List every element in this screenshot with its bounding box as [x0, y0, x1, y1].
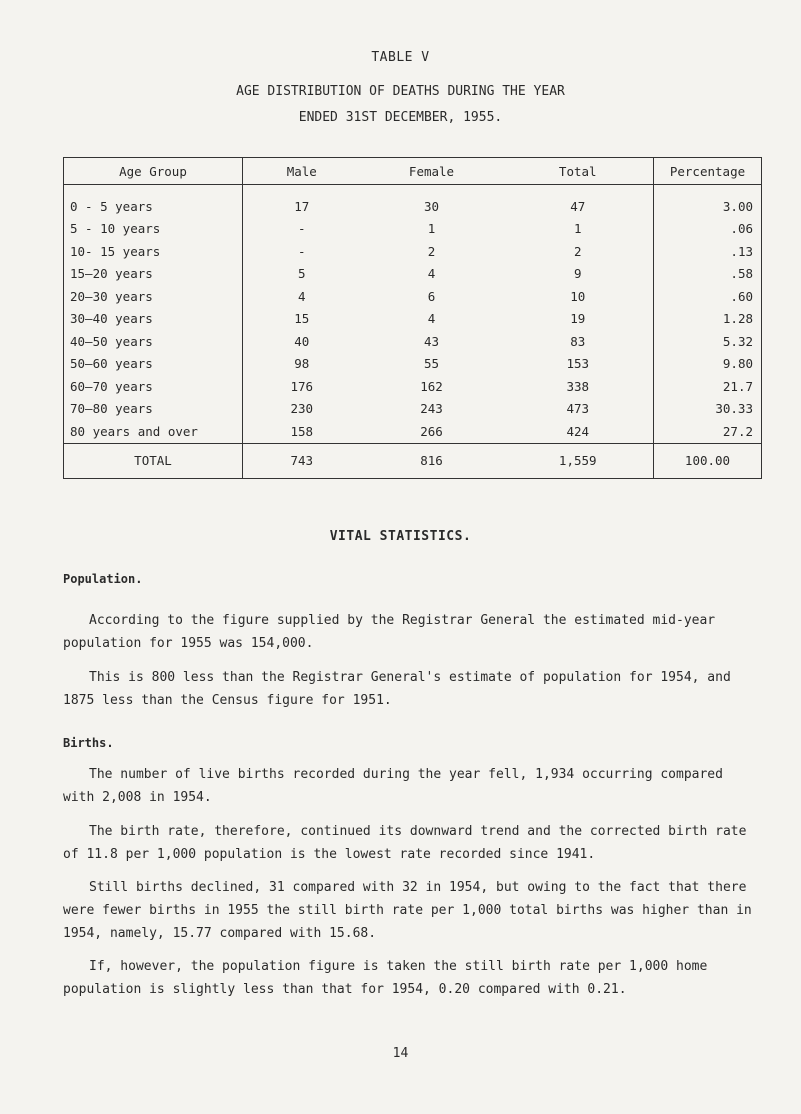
table-row — [64, 195, 762, 218]
table-total-row — [64, 443, 762, 478]
cell-total: 473 — [566, 401, 590, 417]
cell-male: 5 — [243, 263, 361, 286]
cell-age-group: 60—70 years — [64, 375, 243, 398]
cell-total: 1 — [573, 221, 582, 237]
cell-male: - — [243, 240, 361, 263]
cell-male: 176 — [243, 375, 361, 398]
cell-percentage: .58 — [654, 263, 762, 286]
cell-age-group: 20—30 years — [64, 285, 243, 308]
cell-total: 153 — [566, 356, 590, 372]
table-label: TABLE V — [371, 50, 430, 65]
cell-male: 230 — [243, 398, 361, 421]
births-paragraph-4: If, however, the population figure is taken the still birth rate per 1,000 home population is slightly less than that for 1954, 0.20 compared with 0.21. — [63, 959, 708, 997]
cell-female: 243 — [420, 401, 443, 417]
cell-total: 9 — [573, 266, 582, 282]
cell-percentage: .60 — [654, 285, 762, 308]
table-row — [64, 420, 762, 443]
cell-female: 43 — [423, 333, 440, 349]
cell-female: 4 — [427, 266, 436, 282]
cell-male: 40 — [243, 330, 361, 353]
table-title-line2: ENDED 31ST DECEMBER, 1955. — [298, 110, 503, 125]
page-number: 14 — [392, 1046, 409, 1061]
cell-total: 83 — [570, 333, 586, 349]
cell-percentage: 27.2 — [654, 420, 762, 443]
table-row — [64, 240, 762, 263]
table-row — [64, 353, 762, 376]
cell-percentage: .06 — [654, 218, 762, 241]
cell-age-group: 30—40 years — [64, 308, 243, 331]
cell-total: 47 — [570, 198, 586, 214]
total-male: 743 — [243, 443, 361, 478]
cell-female: 162 — [420, 378, 443, 394]
header-percentage: Percentage — [654, 158, 762, 185]
cell-male: 98 — [243, 353, 361, 376]
cell-percentage: 21.7 — [654, 375, 762, 398]
cell-age-group: 15—20 years — [64, 263, 243, 286]
total-percentage: 100.00 — [654, 443, 762, 478]
table-row — [64, 263, 762, 286]
total-label: TOTAL — [64, 443, 243, 478]
cell-age-group: 50—60 years — [64, 353, 243, 376]
cell-total: 19 — [570, 311, 586, 327]
vital-statistics-heading: VITAL STATISTICS. — [329, 529, 472, 544]
table-row — [64, 285, 762, 308]
cell-percentage: 1.28 — [654, 308, 762, 331]
births-paragraph-3: Still births declined, 31 compared with 32 in 1954, but owing to the fact that there were fewer births in 1955 the still birth rate per 1,000 total births was higher than in 1954, namely, 15.77 compared with 15.68. — [63, 880, 752, 941]
cell-percentage: 3.00 — [654, 195, 762, 218]
table-row — [64, 218, 762, 241]
table-header-row — [64, 158, 762, 185]
cell-age-group: 10- 15 years — [64, 240, 243, 263]
total-female: 816 — [361, 443, 503, 478]
cell-age-group: 40—50 years — [64, 330, 243, 353]
cell-male: 158 — [243, 420, 361, 443]
cell-female: 266 — [361, 420, 503, 443]
cell-percentage: .13 — [654, 240, 762, 263]
table-row — [64, 330, 762, 353]
cell-male: 4 — [243, 285, 361, 308]
births-paragraph-1: The number of live births recorded during the year fell, 1,934 occurring compared with 2,008 in 1954. — [63, 767, 723, 805]
cell-percentage: 30.33 — [654, 398, 762, 421]
cell-female: 1 — [427, 221, 436, 237]
population-paragraph-2: This is 800 less than the Registrar General's estimate of population for 1954, and 1875 less than the Census figure for 1951. — [63, 670, 731, 708]
cell-age-group: 80 years and over — [64, 420, 243, 443]
cell-percentage: 9.80 — [654, 353, 762, 376]
cell-female: 6 — [427, 288, 436, 304]
cell-female: 55 — [423, 356, 440, 372]
cell-male: - — [243, 218, 361, 241]
population-heading: Population. — [63, 572, 143, 586]
total-total: 1,559 — [503, 443, 654, 478]
cell-total: 338 — [566, 378, 590, 394]
cell-age-group: 0 - 5 years — [64, 195, 243, 218]
cell-total: 2 — [573, 243, 582, 259]
deaths-age-table — [63, 157, 762, 479]
table-row — [64, 375, 762, 398]
cell-male: 15 — [243, 308, 361, 331]
cell-total: 10 — [570, 288, 586, 304]
cell-male: 17 — [243, 195, 361, 218]
header-total: Total — [503, 158, 654, 185]
header-age-group: Age Group — [64, 158, 243, 185]
cell-female: 2 — [427, 243, 436, 259]
table-title-line1: AGE DISTRIBUTION OF DEATHS DURING THE YEAR — [236, 84, 565, 99]
header-female: Female — [361, 158, 503, 185]
births-heading: Births. — [63, 736, 114, 750]
header-male: Male — [243, 158, 361, 185]
table-row — [64, 398, 762, 421]
cell-total: 424 — [503, 420, 654, 443]
cell-age-group: 5 - 10 years — [64, 218, 243, 241]
cell-female: 4 — [427, 311, 436, 327]
cell-age-group: 70—80 years — [64, 398, 243, 421]
population-paragraph-1: According to the figure supplied by the Registrar General the estimated mid-year population for 1955 was 154,000. — [63, 613, 716, 651]
cell-percentage: 5.32 — [654, 330, 762, 353]
births-paragraph-2: The birth rate, therefore, continued its downward trend and the corrected birth rate of 11.8 per 1,000 population is the lowest rate recorded since 1941. — [63, 824, 747, 862]
table-row — [64, 308, 762, 331]
cell-female: 30 — [423, 198, 440, 214]
